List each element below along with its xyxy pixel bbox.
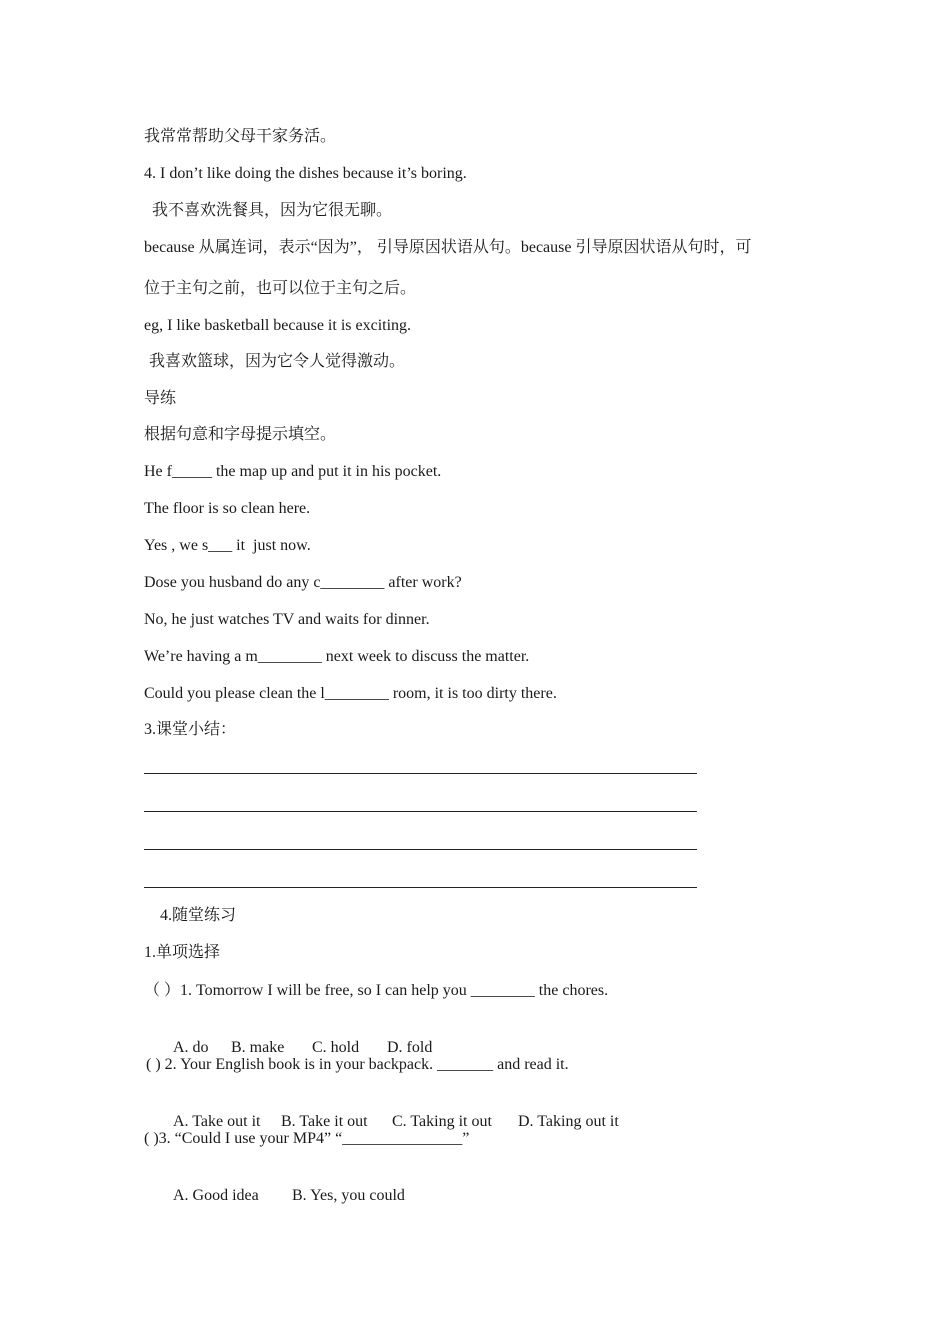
question-3-options <box>157 1166 405 1226</box>
option-b: B. Yes, you could <box>292 1187 405 1204</box>
fill-blank-line: He f_____ the map up and put it in his pocket. <box>144 463 442 480</box>
section-heading-summary: 3.课堂小结： <box>144 721 237 738</box>
option-a: A. Good idea <box>173 1187 259 1204</box>
option-c: C. hold <box>312 1039 360 1056</box>
instruction-line: 根据句意和字母提示填空。 <box>144 426 337 443</box>
fill-blank-line: Yes , we s___ it just now. <box>144 537 311 554</box>
grammar-note: because 从属连词，表示“因为”， 引导原因状语从句。because 引导原因状语从句时，可 <box>144 239 752 256</box>
option-a: A. do <box>173 1039 209 1056</box>
fill-blank-line: The floor is so clean here. <box>144 500 311 517</box>
summary-writing-line <box>144 811 697 812</box>
option-d: D. fold <box>387 1039 433 1056</box>
fill-blank-line: We’re having a m________ next week to discuss the matter. <box>144 648 530 665</box>
summary-writing-line <box>144 773 697 774</box>
section-heading-exercise: 4.随堂练习 <box>160 907 237 924</box>
fill-blank-line: Could you please clean the l________ room, it is too dirty there. <box>144 685 557 702</box>
option-d: D. Taking out it <box>518 1113 619 1130</box>
grammar-note-continued: 位于主句之前，也可以位于主句之后。 <box>144 280 417 297</box>
example-sentence: eg, I like basketball because it is exciting. <box>144 317 412 334</box>
example-sentence-4: 4. I don’t like doing the dishes because it’s boring. <box>144 165 467 182</box>
option-a: A. Take out it <box>173 1113 261 1130</box>
option-b: B. Take it out <box>281 1113 368 1130</box>
question-1: （ ）1. Tomorrow I will be free, so I can help you ________ the chores. <box>144 982 609 999</box>
translation-line: 我常常帮助父母干家务活。 <box>144 128 337 145</box>
question-2: ( ) 2. Your English book is in your backpack. _______ and read it. <box>146 1056 569 1073</box>
summary-writing-line <box>144 849 697 850</box>
subsection-heading-multiple-choice: 1.单项选择 <box>144 944 221 961</box>
summary-writing-line <box>144 887 697 888</box>
fill-blank-line: No, he just watches TV and waits for dinner. <box>144 611 430 628</box>
option-c: C. Taking it out <box>392 1113 492 1130</box>
fill-blank-line: Dose you husband do any c________ after work? <box>144 574 462 591</box>
translation-line: 我不喜欢洗餐具，因为它很无聊。 <box>152 202 393 219</box>
question-3: ( )3. “Could I use your MP4” “_______________” <box>144 1130 470 1147</box>
translation-line: 我喜欢篮球，因为它令人觉得激动。 <box>149 353 406 370</box>
option-b: B. make <box>231 1039 285 1056</box>
section-heading-practice: 导练 <box>144 390 177 407</box>
